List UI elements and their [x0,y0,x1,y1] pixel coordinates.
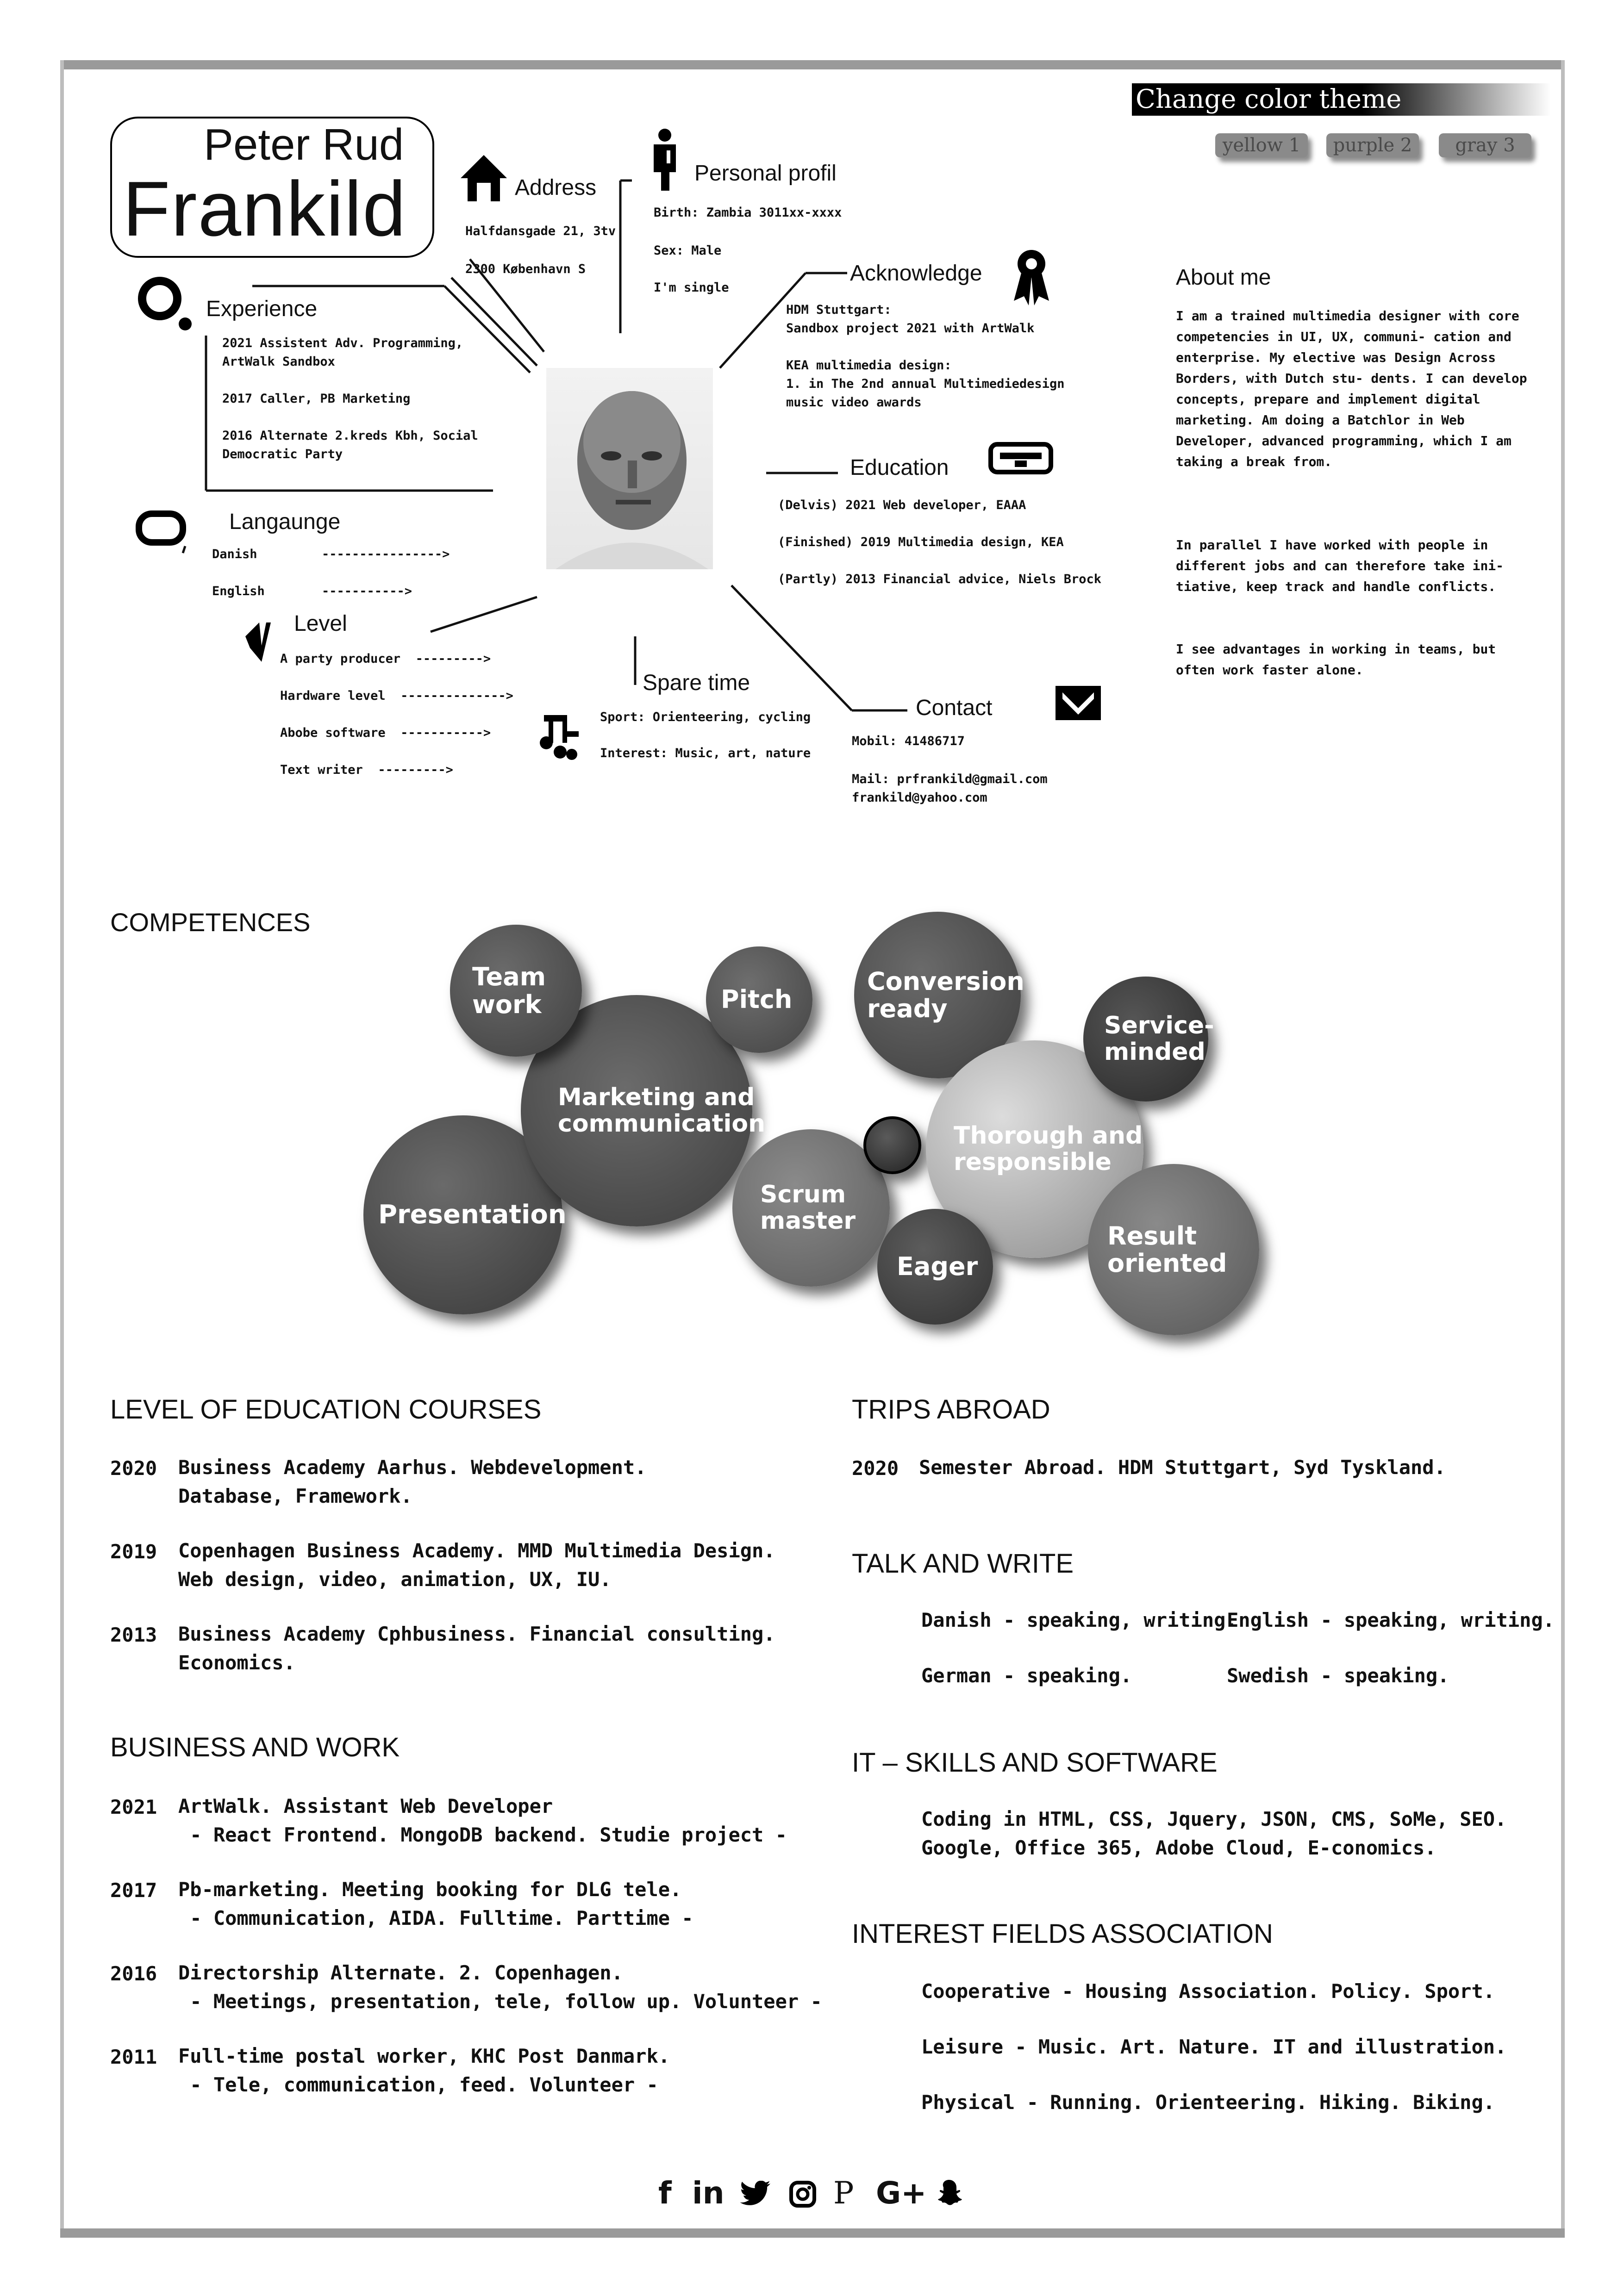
address-title: Address [515,175,597,200]
trips-year-1: 2020 [852,1457,899,1480]
trips-entry-1: Semester Abroad. HDM Stuttgart, Syd Tyskland. [919,1456,1446,1479]
language-danish-bar: ----------------> [322,547,450,561]
check-icon [245,622,271,662]
level-item-1: A party producer ---------> [280,652,491,666]
language-english-bar: -----------> [322,584,412,598]
experience-title: Experience [206,297,318,321]
business-year-2: 2017 [110,1879,157,1902]
bubble-pitch: Pitch [706,946,812,1053]
last-name: Frankild [123,165,407,252]
business-year-1: 2021 [110,1796,157,1818]
theme-title: Change color theme [1132,83,1551,116]
theme-yellow-button[interactable]: yellow 1 [1215,133,1308,157]
address-line-1: Halfdansgade 21, 3tv [465,224,616,238]
bubble-team-work: Team work [450,925,582,1057]
acknowledge-title: Acknowledge [850,261,982,286]
bubble-marketing: Marketing and communication [521,995,752,1226]
about-title: About me [1176,265,1271,290]
profile-photo [546,368,713,569]
experience-item-1: 2021 Assistent Adv. Programming, ArtWalk Sandbox [222,336,463,369]
education-item-2: (Finished) 2019 Multimedia design, KEA [778,535,1064,549]
competences-title: COMPETENCES [110,908,311,937]
business-entry-4: Full-time postal worker, KHC Post Danmark. - Tele, communication, feed. Volunteer - [178,2045,670,2096]
edu-year-1: 2020 [110,1457,157,1480]
theme-gray-button[interactable]: gray 3 [1439,133,1531,157]
about-paragraph-1: I am a trained multimedia designer with core competencies in UI, UX, communi- cation and enterprise. My elective was Design Across Borders, with Dutch stu- dents. I can develop concepts, prepare and implement digital marketing. Am doing a Batchlor in Web Developer, advanced programming, which I am taking a break from. [1176,308,1527,469]
language-danish: Danish [212,547,257,561]
level-item-2: Hardware level --------------> [280,689,513,703]
bubble-eager: Eager [877,1209,993,1325]
google-plus-icon[interactable]: G+ [876,2175,927,2211]
personal-birth: Birth: Zambia 3011xx-xxxx [654,205,842,220]
interest-physical: Physical - Running. Orienteering. Hiking. Biking. [921,2091,1495,2114]
acknowledge-line-5: 1. in The 2nd annual Multimediedesign [786,377,1065,391]
personal-title: Personal profil [694,161,837,186]
language-title: Langaunge [229,510,341,534]
contact-mobile: Mobil: 41486717 [852,734,965,748]
acknowledge-line-1: HDM Stuttgart: [786,303,892,317]
bubble-result-oriented: Result oriented [1088,1164,1259,1335]
edu-year-3: 2013 [110,1624,157,1646]
spare-title: Spare time [643,671,750,695]
contact-mail-2[interactable]: frankild@yahoo.com [852,790,987,805]
talk-swedish: Swedish - speaking. [1227,1664,1449,1687]
contact-mail-1[interactable]: Mail: prfrankild@gmail.com [852,772,1048,786]
first-name: Peter Rud [204,120,404,169]
about-paragraph-3: I see advantages in working in teams, but often work faster alone. [1176,641,1496,678]
talk-english: English - speaking, writing. [1227,1609,1555,1631]
spare-interest: Interest: Music, art, nature [600,746,811,760]
education-title: Education [850,455,949,480]
facebook-icon[interactable]: f [658,2175,672,2211]
snapchat-icon[interactable] [935,2179,963,2208]
theme-purple-button[interactable]: purple 2 [1326,133,1419,157]
edu-entry-2: Copenhagen Business Academy. MMD Multimedia Design. Web design, video, animation, UX, IU. [178,1539,775,1591]
interest-cooperative: Cooperative - Housing Association. Policy. Sport. [921,1980,1495,2003]
acknowledge-line-6: music video awards [786,395,922,410]
bottom-border [60,2228,1565,2238]
business-entry-3: Directorship Alternate. 2. Copenhagen. - Meetings, presentation, tele, follow up. Volunteer - [178,1961,822,2013]
search-icon [142,281,192,330]
edu-entry-3: Business Academy Cphbusiness. Financial consulting. Economics. [178,1623,775,1674]
business-year-3: 2016 [110,1962,157,1985]
it-title: IT – SKILLS AND SOFTWARE [852,1748,1218,1778]
talk-title: TALK AND WRITE [852,1549,1074,1579]
music-icon [540,715,579,760]
edu-year-2: 2019 [110,1540,157,1563]
bubble-scrum-master: Scrum master [732,1129,890,1287]
bubble-thorough: Thorough and responsible [926,1040,1143,1258]
business-entry-1: ArtWalk. Assistant Web Developer - React Frontend. MongoDB backend. Studie project - [178,1795,787,1846]
level-item-3: Abobe software -----------> [280,726,491,740]
spare-sport: Sport: Orienteering, cycling [600,710,811,724]
about-paragraph-2: In parallel I have worked with people in different jobs and can therefore take ini- tiative, keep track and handle conflicts. [1176,537,1504,594]
acknowledge-line-4: KEA multimedia design: [786,358,952,373]
it-skills: Coding in HTML, CSS, Jquery, JSON, CMS, SoMe, SEO. Google, Office 365, Adobe Cloud, E-conomics. [921,1808,1507,1859]
address-line-2: 2300 København S [465,262,586,276]
business-title: BUSINESS AND WORK [110,1732,400,1762]
twitter-icon[interactable] [740,2181,771,2207]
interest-title: INTEREST FIELDS ASSOCIATION [852,1919,1273,1949]
chat-icon [139,514,183,542]
language-english: English [212,584,265,598]
bubble-conversion-ready: Conversion ready [854,912,1021,1078]
linkedin-icon[interactable]: in [692,2175,725,2211]
bubble-service-minded: Service- minded [1083,977,1208,1101]
experience-item-3: 2016 Alternate 2.kreds Kbh, Social Democratic Party [222,429,478,461]
contact-title: Contact [916,696,993,720]
business-year-4: 2011 [110,2046,157,2068]
house-icon [461,155,507,201]
talk-german: German - speaking. [921,1664,1132,1687]
level-title: Level [294,611,347,636]
level-item-4: Text writer ---------> [280,763,453,777]
personal-sex: Sex: Male [654,243,722,258]
bubble-presentation: Presentation [363,1115,562,1314]
person-icon [654,129,676,191]
business-entry-2: Pb-marketing. Meeting booking for DLG tele. - Communication, AIDA. Fulltime. Parttime - [178,1878,693,1929]
pinterest-icon[interactable]: P [833,2175,854,2211]
edu-entry-1: Business Academy Aarhus. Webdevelopment. Database, Framework. [178,1456,647,1507]
experience-item-2: 2017 Caller, PB Marketing [222,392,411,406]
award-icon [1014,250,1049,305]
education-item-3: (Partly) 2013 Financial advice, Niels Brock [778,572,1101,586]
edu-courses-title: LEVEL OF EDUCATION COURSES [110,1394,542,1425]
instagram-icon[interactable] [789,2181,816,2208]
education-item-1: (Delvis) 2021 Web developer, EAAA [778,498,1026,512]
bubble-dot [863,1116,921,1174]
mail-icon [1056,686,1101,720]
talk-danish: Danish - speaking, writing. [921,1609,1237,1631]
trips-title: TRIPS ABROAD [852,1394,1050,1425]
interest-leisure: Leisure - Music. Art. Nature. IT and illustration. [921,2035,1507,2058]
personal-status: I'm single [654,280,729,295]
acknowledge-line-2: Sandbox project 2021 with ArtWalk [786,321,1035,336]
graduation-icon [991,444,1051,472]
